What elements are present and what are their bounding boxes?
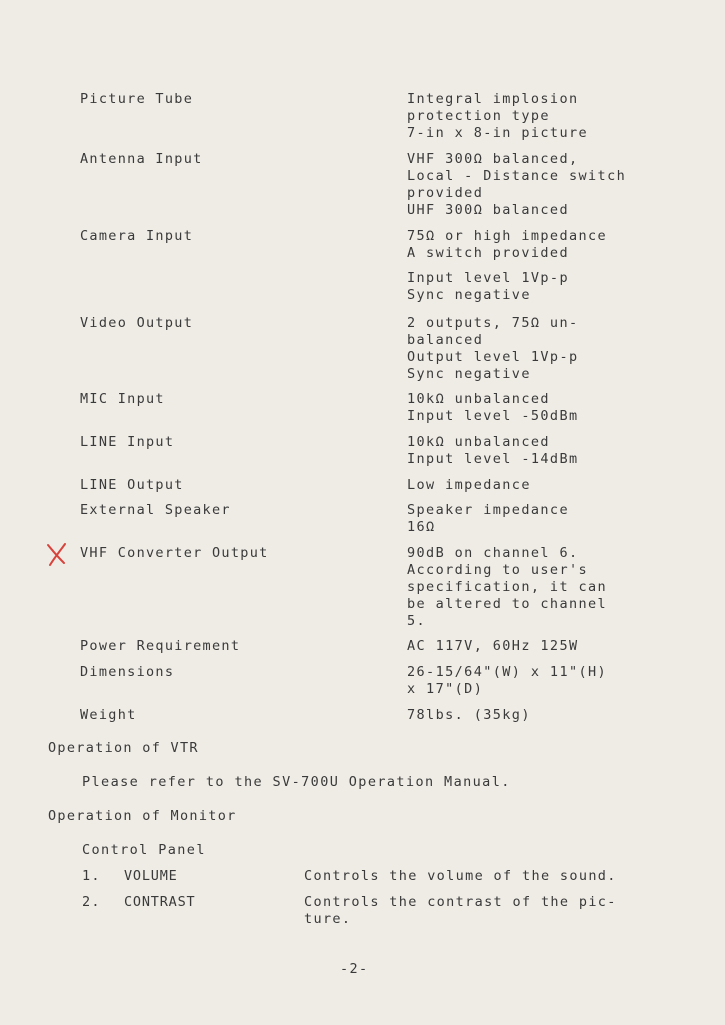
control-description-line: Controls the contrast of the pic- (304, 894, 617, 910)
spec-value (407, 638, 707, 655)
spec-label: External Speaker (80, 502, 231, 518)
spec-label: LINE Input (80, 434, 175, 450)
monitor-operation-heading: Operation of Monitor (48, 808, 237, 824)
spec-value-line: be altered to channel (407, 596, 608, 612)
spec-label: Camera Input (80, 228, 194, 244)
spec-value-line: 10kΩ unbalanced (407, 391, 550, 407)
spec-gap (407, 262, 707, 270)
spec-label: Dimensions (80, 664, 175, 680)
page-number: -2- (340, 961, 369, 977)
spec-label: Video Output (80, 315, 194, 331)
spec-value-line: Sync negative (407, 366, 531, 382)
spec-value-line: UHF 300Ω balanced (407, 202, 569, 218)
spec-value-line: protection type (407, 108, 550, 124)
spec-value (407, 707, 707, 724)
control-panel-heading: Control Panel (82, 842, 206, 858)
control-description (304, 868, 684, 885)
vtr-operation-heading: Operation of VTR (48, 740, 199, 756)
spec-value-line: 16Ω (407, 519, 436, 535)
spec-value (407, 391, 707, 425)
spec-value (407, 545, 707, 630)
spec-label: MIC Input (80, 391, 165, 407)
spec-value-line: 75Ω or high impedance (407, 228, 608, 244)
control-description-line: Controls the volume of the sound. (304, 868, 617, 884)
spec-value (407, 315, 707, 383)
spec-value-line: VHF 300Ω balanced, (407, 151, 579, 167)
spec-value-line: AC 117V, 60Hz 125W (407, 638, 579, 654)
spec-value-line: Integral implosion (407, 91, 579, 107)
spec-value-line: 78lbs. (35kg) (407, 707, 531, 723)
spec-value-line: specification, it can (407, 579, 608, 595)
spec-value-line: Input level -14dBm (407, 451, 579, 467)
control-number: 2. (82, 894, 101, 910)
spec-value-line: x 17"(D) (407, 681, 484, 697)
spec-value-line: Low impedance (407, 477, 531, 493)
spec-value (407, 151, 707, 219)
spec-value-line: 90dB on channel 6. (407, 545, 579, 561)
control-description-line: ture. (304, 911, 352, 927)
spec-value-line: A switch provided (407, 245, 569, 261)
vtr-operation-text: Please refer to the SV-700U Operation Manual. (82, 774, 511, 790)
spec-value-line: 26-15/64"(W) x 11"(H) (407, 664, 608, 680)
spec-value-line: 5. (407, 613, 427, 629)
spec-value-line: Local - Distance switch (407, 168, 627, 184)
spec-label: LINE Output (80, 477, 184, 493)
spec-value-line: provided (407, 185, 484, 201)
spec-value (407, 502, 707, 536)
handwritten-x-mark-icon (44, 541, 70, 567)
spec-value (407, 477, 707, 494)
spec-value-line: 10kΩ unbalanced (407, 434, 550, 450)
spec-value-line: According to user's (407, 562, 589, 578)
control-name: CONTRAST (124, 894, 196, 910)
spec-label: Power Requirement (80, 638, 241, 654)
control-name: VOLUME (124, 868, 178, 884)
spec-label: Weight (80, 707, 137, 723)
spec-value (407, 91, 707, 142)
spec-value-line: Speaker impedance (407, 502, 569, 518)
spec-value-line: 2 outputs, 75Ω un- (407, 315, 579, 331)
spec-value-line: balanced (407, 332, 484, 348)
spec-label: VHF Converter Output (80, 545, 269, 561)
spec-label: Picture Tube (80, 91, 194, 107)
spec-value-line: Input level -50dBm (407, 408, 579, 424)
control-description (304, 894, 684, 928)
spec-value-line: Sync negative (407, 287, 531, 303)
spec-label: Antenna Input (80, 151, 203, 167)
spec-value-line: 7-in x 8-in picture (407, 125, 589, 141)
spec-value-line: Input level 1Vp-p (407, 270, 569, 286)
spec-value-line: Output level 1Vp-p (407, 349, 579, 365)
control-number: 1. (82, 868, 101, 884)
spec-value (407, 434, 707, 468)
spec-value (407, 664, 707, 698)
spec-value (407, 228, 707, 304)
